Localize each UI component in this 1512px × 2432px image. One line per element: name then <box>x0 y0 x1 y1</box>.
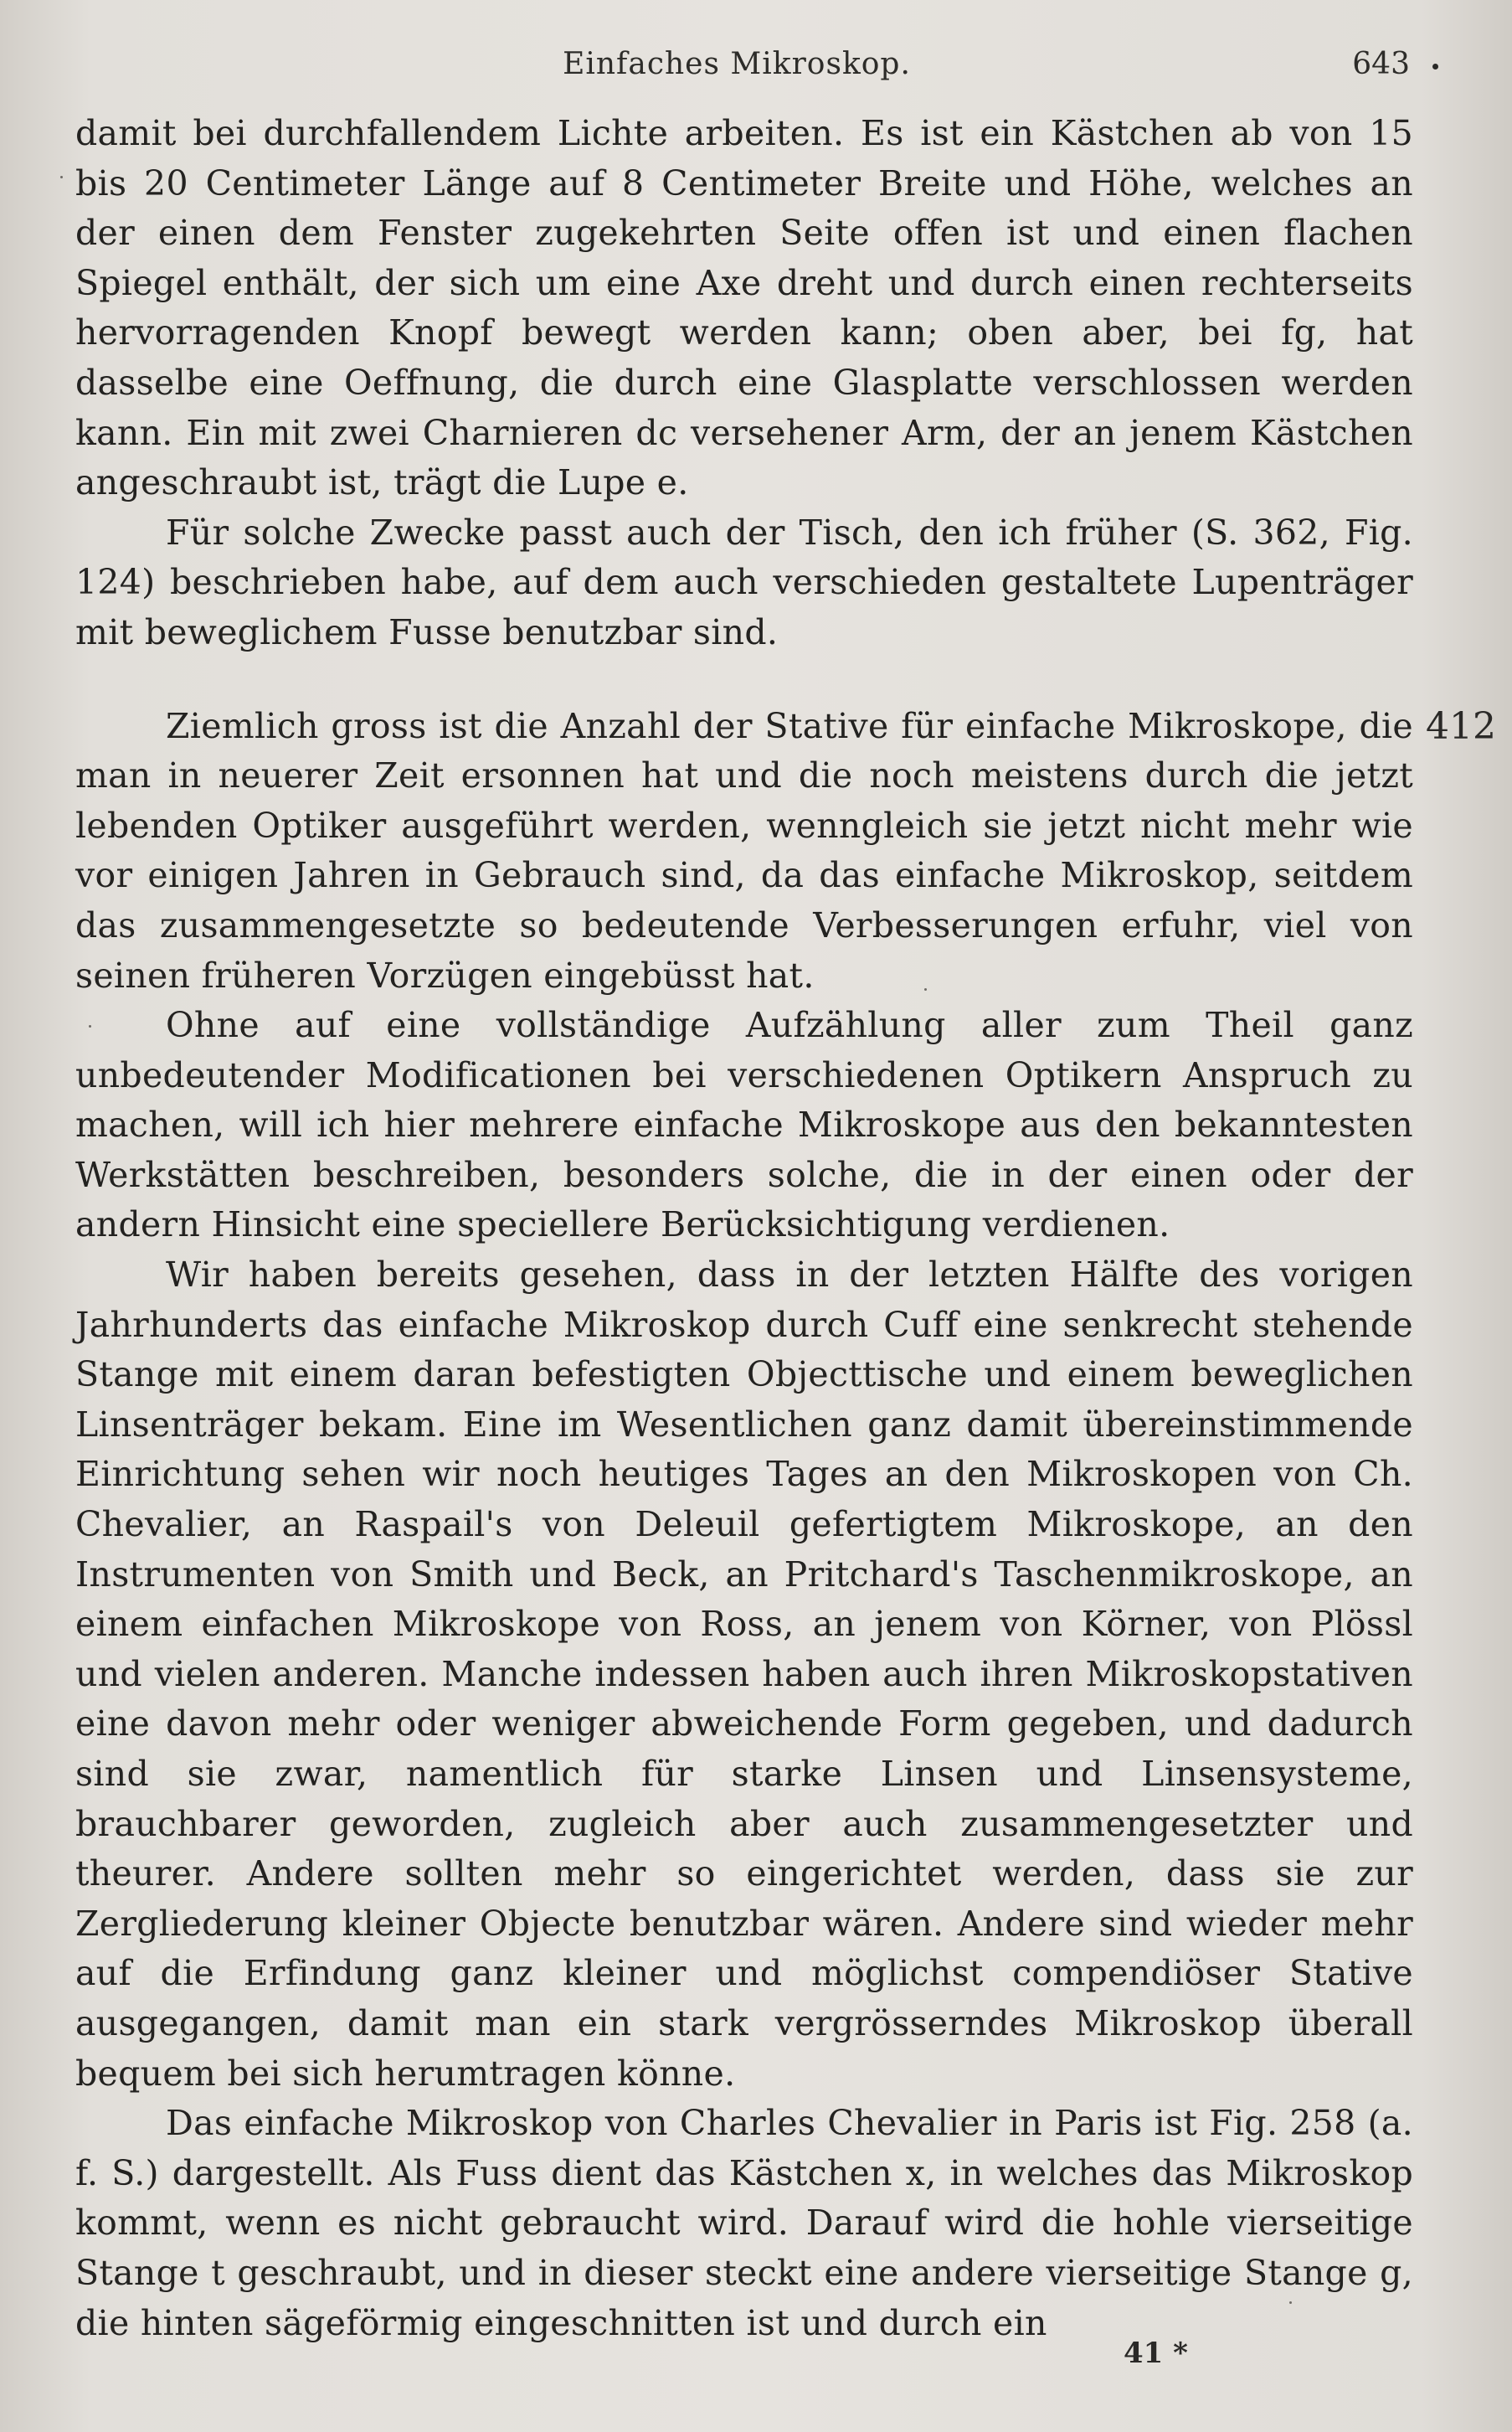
section-break <box>75 658 1413 702</box>
paragraph: Wir haben bereits gesehen, dass in der letzten Hälfte des vorigen Jahrhunderts das einfache Mikroskop durch Cuff eine senkrecht stehende Stange mit einem daran befestigten Objecttische und einem beweglichen Linsenträger bekam. Eine im Wesentlichen ganz damit übereinstimmende Einrichtung sehen wir noch heutiges Tages an den Mikroskopen von Ch. Chevalier, an Raspail's von Deleuil gefertigtem Mikroskope, an den Instrumenten von Smith und Beck, an Pritchard's Taschenmikroskope, an einem einfachen Mikroskope von Ross, an jenem von Körner, von Plössl und vielen anderen. Manche indessen haben auch ihren Mikroskopstativen eine davon mehr oder weniger abweichende Form gegeben, und dadurch sind sie zwar, namentlich für starke Linsen und Linsensysteme, brauchbarer geworden, zugleich aber auch zusammengesetzter und theurer. Andere sollten mehr so eingerichtet werden, dass sie zur Zergliederung kleiner Objecte benutzbar wären. Andere sind wieder mehr auf die Erfindung ganz kleiner und möglichst compendiöser Stative ausgegangen, damit man ein stark vergrösserndes Mikroskop überall bequem bei sich herumtragen könne. <box>75 1255 1413 2094</box>
running-head <box>0 47 1512 89</box>
page-number: 643 <box>1352 47 1410 81</box>
signature-mark: 41 * <box>1124 2337 1188 2370</box>
paragraph: damit bei durchfallendem Lichte arbeiten. Es ist ein Kästchen ab von 15 bis 20 Centimeter Länge auf 8 Centimeter Breite und Höhe, welches an der einen dem Fenster zugekehrten Seite offen ist und einen flachen Spiegel enthält, der sich um eine Axe dreht und durch einen rechterseits hervorragenden Knopf bewegt werden kann; oben aber, bei fg, hat dasselbe eine Oeffnung, die durch eine Glasplatte verschlossen werden kann. Ein mit zwei Charnieren dc versehener Arm, der an jenem Kästchen angeschraubt ist, trägt die Lupe e. <box>75 113 1413 503</box>
paper-fleck <box>60 176 63 178</box>
paragraph: Das einfache Mikroskop von Charles Chevalier in Paris ist Fig. 258 (a. f. S.) dargestellt. Als Fuss dient das Kästchen x, in welches das Mikroskop kommt, wenn es nicht gebraucht wird. Darauf wird die hohle vierseitige Stange t geschraubt, und in dieser steckt eine andere vierseitige Stange g, die hinten sägeförmig eingeschnitten ist und durch ein <box>75 2103 1413 2343</box>
paragraph: Für solche Zwecke passt auch der Tisch, den ich früher (S. 362, Fig. 124) beschrieben habe, auf dem auch verschieden gestaltete Lupenträger mit beweglichem Fusse benutzbar sind. <box>75 512 1413 652</box>
paper-fleck <box>89 1025 91 1028</box>
paragraph: Ohne auf eine vollständige Aufzählung aller zum Theil ganz unbedeutender Modificationen bei verschiedenen Optikern Anspruch zu machen, will ich hier mehrere einfache Mikroskope aus den bekanntesten Werkstätten beschreiben, besonders solche, die in der einen oder der andern Hinsicht eine speciellere Berücksichtigung verdienen. <box>75 1005 1413 1245</box>
paper-fleck <box>924 988 927 991</box>
ink-dot <box>1432 64 1438 70</box>
margin-section-number: 412 <box>1426 705 1496 748</box>
running-head-title: Einfaches Mikroskop. <box>563 47 911 81</box>
body-text <box>75 109 1413 2348</box>
paper-fleck <box>1289 2301 1292 2304</box>
paragraph: Ziemlich gross ist die Anzahl der Stative für einfache Mikroskope, die man in neuerer Zeit ersonnen hat und die noch meistens durch die jetzt lebenden Optiker ausgeführt werden, wenngleich sie jetzt nicht mehr wie vor einigen Jahren in Gebrauch sind, da das einfache Mikroskop, seitdem das zusammengesetzte so bedeutende Verbesserungen erfuhr, viel von seinen früheren Vorzügen eingebüsst hat. <box>75 705 1413 996</box>
